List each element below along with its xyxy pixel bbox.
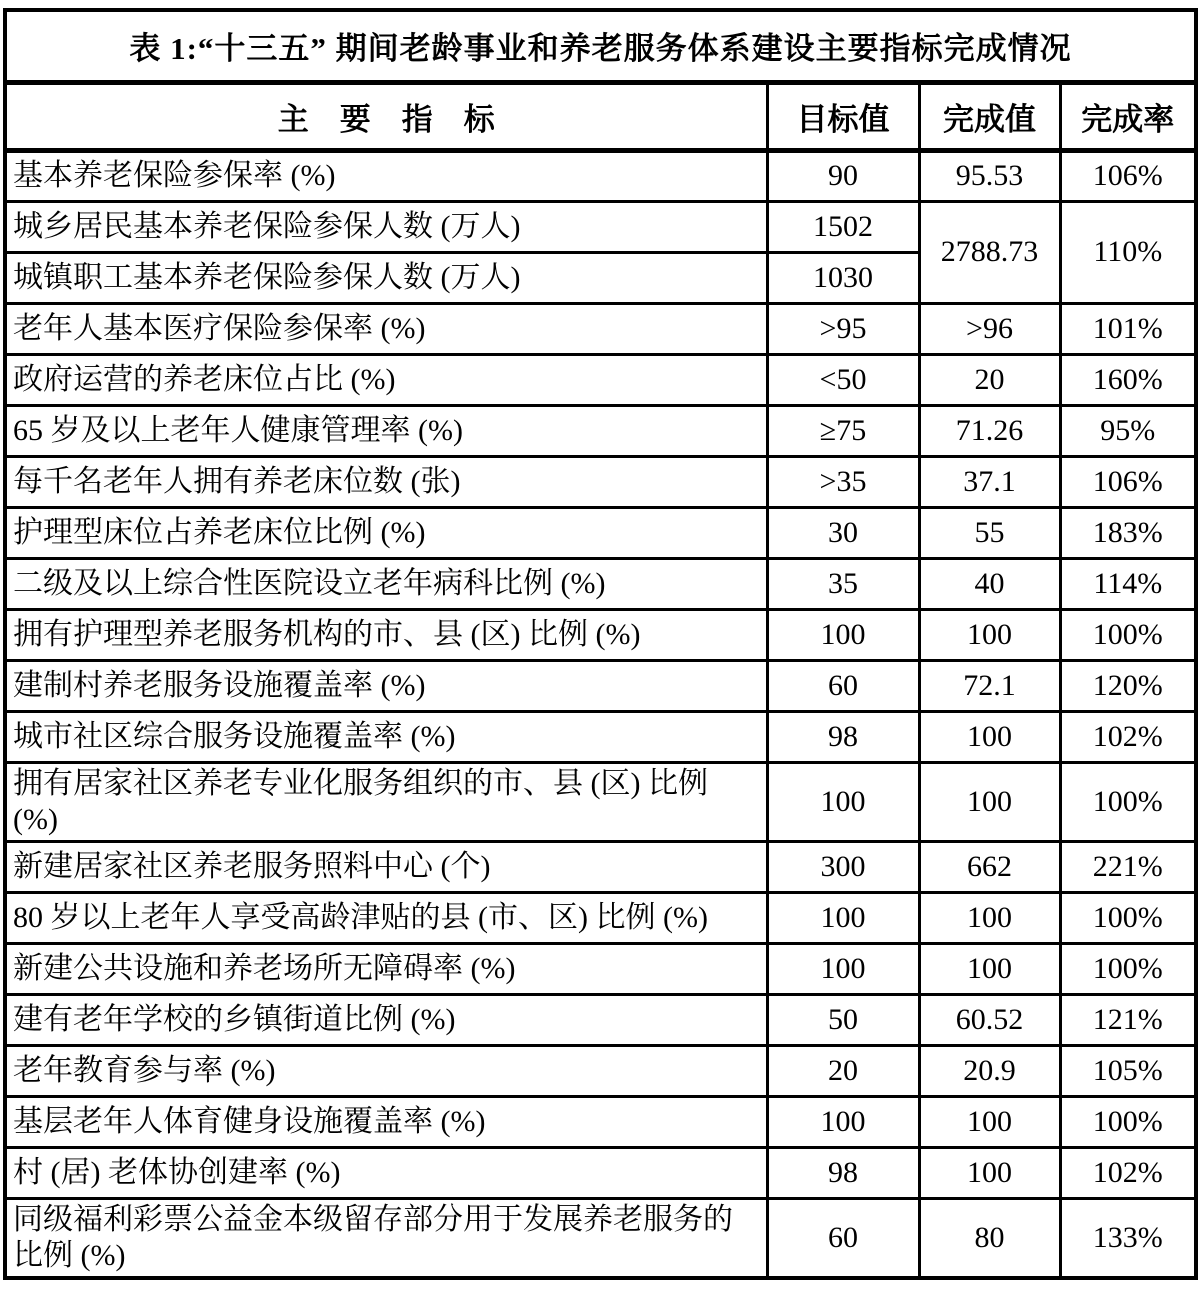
completion-rate-cell: 221% [1060,841,1196,892]
target-value-cell: 60 [767,660,919,711]
table-row [5,201,1196,252]
indicator-cell: 同级福利彩票公益金本级留存部分用于发展养老服务的比例 (%) [5,1198,767,1278]
column-header-completed: 完成值 [919,82,1060,150]
indicator-cell: 老年人基本医疗保险参保率 (%) [5,303,767,354]
table-row [5,1198,1196,1278]
completed-value-cell: 37.1 [919,456,1060,507]
column-header-row [5,82,1196,150]
completed-value-cell: 100 [919,711,1060,762]
indicator-cell: 二级及以上综合性医院设立老年病科比例 (%) [5,558,767,609]
table-row [5,1096,1196,1147]
completion-rate-cell: 102% [1060,711,1196,762]
completion-rate-cell: 106% [1060,456,1196,507]
indicator-cell: 新建公共设施和养老场所无障碍率 (%) [5,943,767,994]
completed-value-cell: 2788.73 [919,201,1060,303]
target-value-cell: ≥75 [767,405,919,456]
completed-value-cell: 95.53 [919,150,1060,201]
indicator-cell: 建有老年学校的乡镇街道比例 (%) [5,994,767,1045]
indicator-cell: 护理型床位占养老床位比例 (%) [5,507,767,558]
table-row [5,892,1196,943]
target-value-cell: 100 [767,943,919,994]
indicator-cell: 建制村养老服务设施覆盖率 (%) [5,660,767,711]
completion-rate-cell: 105% [1060,1045,1196,1096]
completion-rate-cell: 100% [1060,762,1196,841]
completion-rate-cell: 121% [1060,994,1196,1045]
target-value-cell: 60 [767,1198,919,1278]
indicator-cell: 村 (居) 老体协创建率 (%) [5,1147,767,1198]
completion-rate-cell: 120% [1060,660,1196,711]
target-value-cell: 300 [767,841,919,892]
completed-value-cell: 20 [919,354,1060,405]
indicator-cell: 65 岁及以上老年人健康管理率 (%) [5,405,767,456]
completed-value-cell: >96 [919,303,1060,354]
completion-rate-cell: 100% [1060,609,1196,660]
table-row [5,762,1196,841]
target-value-cell: 35 [767,558,919,609]
completed-value-cell: 55 [919,507,1060,558]
table-row [5,1045,1196,1096]
table-body [5,150,1196,1278]
completed-value-cell: 40 [919,558,1060,609]
completed-value-cell: 60.52 [919,994,1060,1045]
completed-value-cell: 80 [919,1198,1060,1278]
completion-rate-cell: 114% [1060,558,1196,609]
indicator-cell: 城乡居民基本养老保险参保人数 (万人) [5,201,767,252]
completed-value-cell: 100 [919,943,1060,994]
table-row [5,660,1196,711]
completion-rate-cell: 100% [1060,892,1196,943]
table-row [5,405,1196,456]
column-header-indicator: 主 要 指 标 [5,82,767,150]
target-value-cell: 1030 [767,252,919,303]
completed-value-cell: 100 [919,1147,1060,1198]
completed-value-cell: 72.1 [919,660,1060,711]
title-row [5,10,1196,82]
table-row [5,711,1196,762]
column-header-target: 目标值 [767,82,919,150]
target-value-cell: 1502 [767,201,919,252]
table-row [5,507,1196,558]
indicator-cell: 基本养老保险参保率 (%) [5,150,767,201]
completed-value-cell: 662 [919,841,1060,892]
completion-rate-cell: 183% [1060,507,1196,558]
indicator-cell: 老年教育参与率 (%) [5,1045,767,1096]
indicator-cell: 每千名老年人拥有养老床位数 (张) [5,456,767,507]
table-row [5,1147,1196,1198]
completion-rate-cell: 95% [1060,405,1196,456]
column-header-rate: 完成率 [1060,82,1196,150]
table-row [5,943,1196,994]
completion-rate-cell: 110% [1060,201,1196,303]
completion-rate-cell: 106% [1060,150,1196,201]
completion-rate-cell: 133% [1060,1198,1196,1278]
target-value-cell: 100 [767,1096,919,1147]
completed-value-cell: 20.9 [919,1045,1060,1096]
table-row [5,841,1196,892]
target-value-cell: 50 [767,994,919,1045]
target-value-cell: <50 [767,354,919,405]
target-value-cell: 100 [767,892,919,943]
target-value-cell: 90 [767,150,919,201]
target-value-cell: 98 [767,1147,919,1198]
target-value-cell: 100 [767,762,919,841]
indicator-cell: 政府运营的养老床位占比 (%) [5,354,767,405]
target-value-cell: >95 [767,303,919,354]
completion-rate-cell: 100% [1060,1096,1196,1147]
indicator-cell: 拥有护理型养老服务机构的市、县 (区) 比例 (%) [5,609,767,660]
completion-rate-cell: 100% [1060,943,1196,994]
completion-rate-cell: 102% [1060,1147,1196,1198]
table-row [5,994,1196,1045]
indicator-cell: 城市社区综合服务设施覆盖率 (%) [5,711,767,762]
indicator-cell: 基层老年人体育健身设施覆盖率 (%) [5,1096,767,1147]
indicator-cell: 80 岁以上老年人享受高龄津贴的县 (市、区) 比例 (%) [5,892,767,943]
completion-rate-cell: 160% [1060,354,1196,405]
completed-value-cell: 71.26 [919,405,1060,456]
indicator-cell: 拥有居家社区养老专业化服务组织的市、县 (区) 比例 (%) [5,762,767,841]
target-value-cell: 100 [767,609,919,660]
completed-value-cell: 100 [919,609,1060,660]
table-row [5,150,1196,201]
completed-value-cell: 100 [919,892,1060,943]
completion-rate-cell: 101% [1060,303,1196,354]
target-value-cell: >35 [767,456,919,507]
completed-value-cell: 100 [919,762,1060,841]
target-value-cell: 30 [767,507,919,558]
target-value-cell: 20 [767,1045,919,1096]
indicator-cell: 新建居家社区养老服务照料中心 (个) [5,841,767,892]
completed-value-cell: 100 [919,1096,1060,1147]
table-row [5,303,1196,354]
table-row [5,354,1196,405]
target-value-cell: 98 [767,711,919,762]
table-row [5,456,1196,507]
indicators-table [3,8,1198,1280]
table-row [5,609,1196,660]
table-title: 表 1:“十三五” 期间老龄事业和养老服务体系建设主要指标完成情况 [5,10,1196,82]
indicator-cell: 城镇职工基本养老保险参保人数 (万人) [5,252,767,303]
table-row [5,558,1196,609]
